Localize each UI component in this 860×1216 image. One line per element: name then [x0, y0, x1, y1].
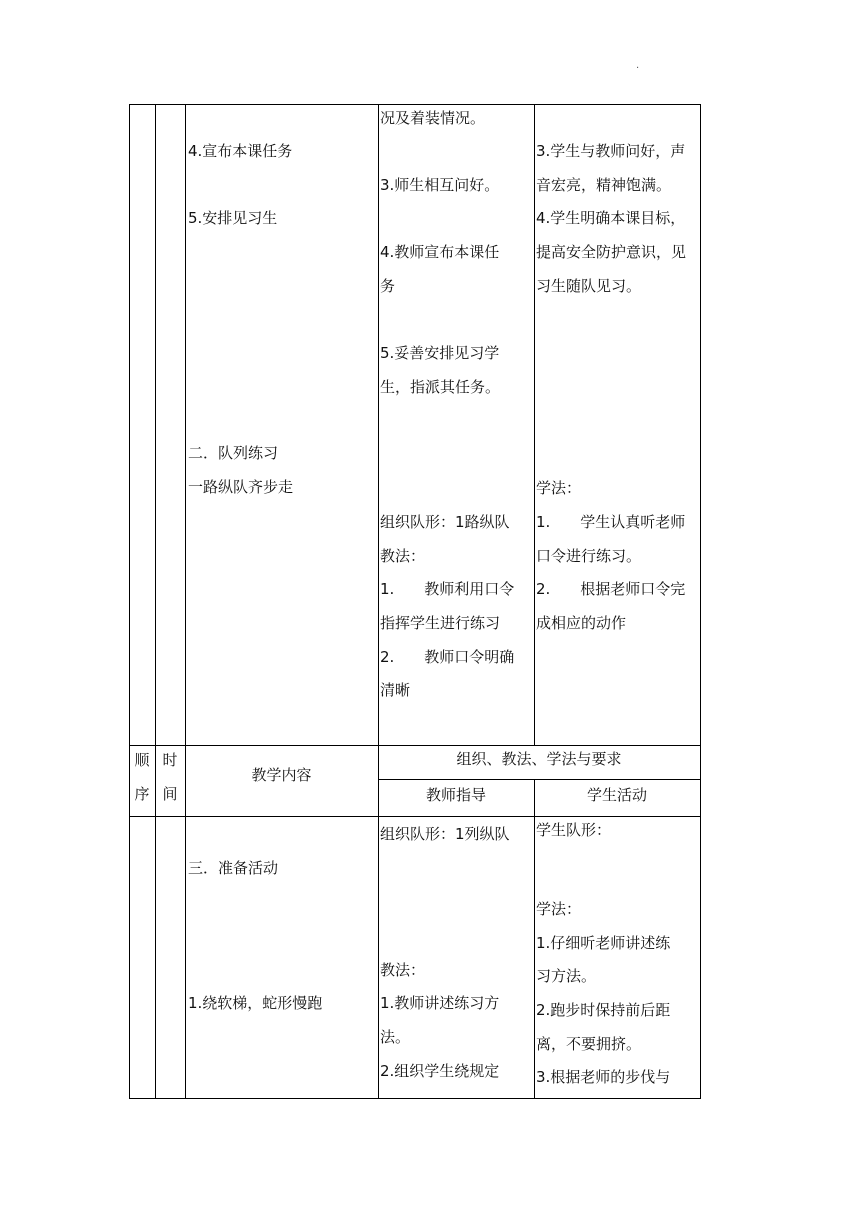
column-border-order	[155, 104, 156, 1098]
page-marker: .	[636, 60, 640, 71]
teacher-line: 组织队形：1路纵队	[380, 513, 510, 531]
header-student: 学生活动	[586, 786, 647, 804]
student-line: 3.根据老师的步伐与	[536, 1068, 671, 1086]
header-teacher: 教师指导	[425, 786, 486, 804]
content-warmup-item-1: 1.绕软梯，蛇形慢跑	[188, 994, 323, 1012]
column-border-teacher-bottom	[534, 779, 535, 1098]
header-order-top: 顺	[134, 751, 150, 769]
teacher-line: 教法：	[380, 547, 426, 565]
student-line: 成相应的动作	[536, 614, 627, 632]
header-top-border	[129, 745, 701, 746]
student-line: 习生随队见习。	[536, 277, 642, 295]
content-drill-sub: 一路纵队齐步走	[188, 478, 294, 496]
header-middle-border	[378, 779, 701, 780]
table-top-border	[129, 104, 701, 105]
header-time-top: 时	[162, 751, 178, 769]
column-border-time	[185, 104, 186, 1098]
student-line: 学法：	[536, 900, 582, 918]
content-warmup-title: 三．准备活动	[188, 859, 279, 877]
content-drill-title: 二．队列练习	[188, 444, 279, 462]
column-border-teacher-top	[534, 104, 535, 745]
header-order-bottom: 序	[134, 785, 150, 803]
teacher-line: 3.师生相互问好。	[380, 176, 500, 194]
header-org: 组织、教法、学法与要求	[456, 750, 622, 768]
student-line: 学法：	[536, 479, 582, 497]
table-bottom-border	[129, 1098, 701, 1099]
student-line: 1. 学生认真听老师	[536, 513, 686, 531]
teacher-line: 2. 教师口令明确	[380, 648, 515, 666]
student-line: 学生队形：	[536, 821, 612, 839]
teacher-line: 教法：	[380, 961, 426, 979]
teacher-line: 5.妥善安排见习学	[380, 344, 500, 362]
content-item-5: 5.安排见习生	[188, 209, 278, 227]
teacher-line: 生，指派其任务。	[380, 378, 501, 396]
header-time-bottom: 间	[162, 785, 178, 803]
teacher-line: 务	[380, 277, 396, 295]
student-line: 习方法。	[536, 967, 597, 985]
teacher-line: 法。	[380, 1028, 411, 1046]
student-line: 1.仔细听老师讲述练	[536, 934, 671, 952]
student-line: 3.学生与教师问好，声	[536, 142, 686, 160]
student-line: 4.学生明确本课目标，	[536, 209, 686, 227]
content-item-4: 4.宣布本课任务	[188, 142, 293, 160]
teacher-line: 清晰	[380, 681, 411, 699]
teacher-line: 4.教师宣布本课任	[380, 243, 500, 261]
student-line: 音宏亮，精神饱满。	[536, 176, 672, 194]
teacher-line: 况及着装情况。	[380, 109, 486, 127]
teacher-line: 指挥学生进行练习	[380, 614, 501, 632]
student-line: 2.跑步时保持前后距	[536, 1001, 671, 1019]
student-line: 2. 根据老师口令完	[536, 580, 686, 598]
column-border-left	[129, 104, 130, 1098]
teacher-line: 1.教师讲述练习方	[380, 994, 500, 1012]
student-line: 口令进行练习。	[536, 547, 642, 565]
teacher-line: 组织队形：1列纵队	[380, 825, 510, 843]
student-line: 提高安全防护意识，见	[536, 243, 687, 261]
header-bottom-border	[129, 816, 701, 817]
header-content: 教学内容	[251, 766, 312, 784]
teacher-line: 1. 教师利用口令	[380, 580, 515, 598]
column-border-right	[700, 104, 701, 1098]
student-line: 离，不要拥挤。	[536, 1035, 642, 1053]
column-border-content	[378, 104, 379, 1098]
teacher-line: 2.组织学生绕规定	[380, 1062, 500, 1080]
